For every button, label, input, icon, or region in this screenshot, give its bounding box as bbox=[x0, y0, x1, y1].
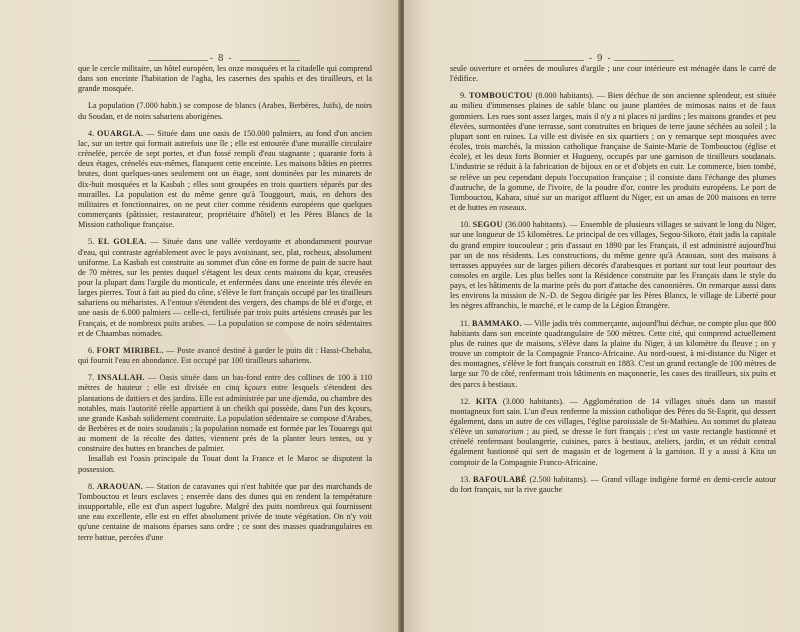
entry-text: — Ensemble de plusieurs villages se suivant le long du Niger, sur une longueur de 15 kilomètres. Le principal de ces villages, Segou-Sikoro, était jadis la capitale du grand empire toucouleur ; pris d'assaut en 1890 par les Français, il est administré aujourd'hui par un de nos résidents. Les constructions, du même genre qu'à Araouan, sont des maisons à terrasses appuyées sur de larges piliers décorés d'arabesques et portant sur tout leur pourtour des consoles en argile. Les plus belles sont la Résidence construite par les Français dans le style du pays, et les bâtiments de la marine près du port d'attache des canonnières. On remarque aussi dans les environs la mission de N.-D. de Segou dirigée par les Pères Blancs, le village de Liberté pour les nègres affranchis, le marché, et le camp de la Légion Étrangère. bbox=[450, 220, 777, 311]
paragraph-opening: que le cercle militaire, un hôtel européen, les onze mosquées et la citadelle qui comprend dans son enceinte l'habitation de l'agha, les casernes des spahis et des tirailleurs, et la grande mosquée. bbox=[78, 64, 372, 94]
entry-insallah bbox=[78, 373, 372, 454]
entry-segou bbox=[450, 220, 776, 311]
entry-number: 8. bbox=[88, 481, 95, 491]
entry-araouan bbox=[78, 482, 372, 543]
folio-rule-right bbox=[240, 60, 300, 61]
entry-text: — Grand village indigène formé en demi-cercle autour du fort français, sur la rive gauche bbox=[450, 474, 777, 494]
entry-population: (2.500 habitants). bbox=[529, 474, 588, 484]
folio-rule-left bbox=[148, 60, 208, 61]
entry-number: 7. bbox=[88, 373, 95, 383]
entry-heading: INSALLAH. bbox=[97, 373, 145, 383]
entry-number: 4. bbox=[88, 128, 95, 138]
paragraph-insallah-note: Insallah est l'oasis principale du Touat dont la France et le Maroc se disputent la possession. bbox=[78, 454, 372, 474]
entry-number: 10. bbox=[460, 220, 471, 230]
entry-italic-term: kçours bbox=[244, 383, 267, 393]
entry-heading: BAFOULABÉ bbox=[473, 474, 527, 484]
entry-population: (36.000 habitants). bbox=[505, 220, 568, 230]
entry-population: (8.000 habitants). bbox=[535, 91, 594, 101]
entry-italic-term: sanatorium bbox=[486, 427, 524, 437]
entry-tombouctou bbox=[450, 91, 776, 213]
entry-kita bbox=[450, 397, 776, 468]
entry-heading: OUARGLA. bbox=[97, 128, 144, 138]
left-text-column bbox=[78, 64, 372, 543]
page-number: - 8 - bbox=[210, 54, 233, 64]
entry-text: — Poste avancé destiné à garder le puits dit : Hassi-Chebaba, qui fournit l'eau en abondance. Est occupé par 100 tirailleurs sahariens. bbox=[78, 345, 373, 366]
entry-number: 13. bbox=[460, 474, 471, 484]
entry-population: (3.000 habitants). bbox=[502, 396, 564, 406]
folio-rule-right bbox=[614, 60, 674, 61]
entry-heading: FORT MIRIBEL. bbox=[96, 345, 164, 355]
entry-heading: SEGOU bbox=[472, 220, 503, 230]
entry-text: — Ville jadis très commerçante, aujourd'hui déchue, ne compte plus que 800 habitants dans son enceinte quadrangulaire de 500 mètres. Cette cité, qui comprend actuellement plus de ruines que de maisons, s'élève dans la plaine du Niger, à un kilomètre du fleuve ; on y trouve un comptoir de la Compagnie Franco-Africaine. Au nord-ouest, à mi-distance du Niger et des montagnes, s'élève le fort français construit en 1883. C'est un grand rectangle de 100 mètres de large sur 70 de côté, renfermant trois bâtiments en maçonnerie, les cases des tirailleurs, six puits et des parcs à bestiaux. bbox=[450, 318, 776, 389]
entry-heading: ARAOUAN. bbox=[96, 481, 144, 491]
entry-text: — Située dans une vallée verdoyante et abondamment pourvue d'eau, qui contraste agréablement avec le pays avoisinant, sec, plat, rocheux, absolument uniforme. La Kasbah est construite au sommet d'un cône en forme de pain de sucre haut de 70 mètres, sur les pentes duquel s'étagent les deux cents maisons du kçar, creusées pour la plupart dans l'argile du monticule, et enfermées dans une enceinte très élevée en larges pierres. Tout à fait au pied du cône, s'élève le fort français occupé par les tirailleurs sahariens ou méharistes. A l'entour s'étendent des vergers, des champs de blé et d'orge, et une oasis de 6.000 palmiers — celle-ci, fertilisée par trois puits artésiens creusés par les Français, et de nombreux puits arabes. — La population se compose de noirs sédentaires et de Chaambas nomades. bbox=[78, 237, 372, 338]
entry-number: 11. bbox=[460, 318, 470, 328]
entry-bafoulabe bbox=[450, 475, 776, 495]
entry-text: — Station de caravanes qui n'est habitée que par des marchands de Tombouctou et leurs esclaves ; enserrée dans des dunes qui en rendent la température insupportable, elle est d'un aspect lugubre. Malgré des puits nombreux qui fournissent une eau excellente, elle est en effet absolument privée de toute végétation. On n'y voit qu'une centaine de maisons éparses sans ordre ; ce sont des masses quadrangulaires en terre battue, percées d'une bbox=[78, 481, 373, 542]
entry-ouargla bbox=[78, 129, 372, 231]
paragraph-opening: seule ouverture et ornées de moulures d'argile ; une cour intérieure est ménagée dans le carré de l'édifice. bbox=[450, 64, 776, 84]
folio-rule-left bbox=[524, 60, 584, 61]
entry-text: — Située dans une oasis de 150.000 palmiers, au fond d'un ancien lac, sur un tertre qui formait autrefois une île ; elle est entourée d'une muraille circulaire crénelée, percée de sept portes, et d'un fossé rempli d'eau stagnante ; quarante forts à deux étages, crénelés eux-mêmes, flanquent cette enceinte. Les maisons bâties en pierres brutes, dont quelques-unes seulement ont un étage, sont dominées par les minarets de dix-huit mosquées et la Kasbah ; elles sont groupées en trois quartiers séparés par des murailles. La population est du même genre qu'à Touggourt, mais, en dehors des militaires et fonctionnaires, on ne peut citer comme résidents européens que quelques commerçants (pâtissier, restaurateur, propriétaire d'hôtel) et les Pères Blancs de la Mission catholique française. bbox=[78, 128, 373, 230]
right-text-column bbox=[450, 64, 776, 495]
right-page bbox=[404, 0, 800, 632]
entry-text: ; au pied, se dresse le fort français ; c'est un vaste rectangle bastionné et crénelé renfermant boulangerie, cuisines, parcs à bestiaux, ateliers, jardin, et un réduit central également bastionné qui sert de magasin et de logement à la garnison. Il y a aussi à Kita un comptoir de la Compagnie Franco-Africaine. bbox=[450, 427, 777, 467]
entry-fort-miribel bbox=[78, 346, 372, 366]
entry-number: 12. bbox=[460, 396, 471, 406]
entry-heading: TOMBOUCTOU bbox=[468, 91, 533, 101]
entry-number: 9. bbox=[460, 91, 467, 101]
entry-heading: KITA bbox=[475, 396, 498, 406]
page-number: - 9 - bbox=[589, 54, 612, 64]
paragraph-population: La population (7.000 habit.) se compose de blancs (Arabes, Berbères, Juifs), de noirs du Soudan, et de noirs sahariens aborigènes. bbox=[78, 101, 372, 121]
entry-text: , ou chambre des notables, mais l'autorité réelle appartient à un cheikh qui possède, dans l'un des kçours, une grande Kasbah solidement construite. La population sédentaire se compose d'Arabes, de Berbères et de noirs soudanais ; la population nomade est formée par les Touaregs qui au moment de la récolte des dattes, viennent près de la planter leurs tentes, ou y construire des huttes en branches de palmier. bbox=[78, 393, 372, 454]
entry-bammako bbox=[450, 319, 776, 390]
entry-heading: BAMMAKO. bbox=[472, 318, 522, 328]
entry-text: entre lesquels s'étendent des plantations de dattiers et des jardins. Elle est administrée par une bbox=[78, 383, 372, 403]
entry-number: 6. bbox=[88, 345, 95, 355]
entry-number: 5. bbox=[88, 237, 95, 247]
entry-heading: EL GOLEA. bbox=[98, 237, 147, 247]
entry-text: — Bien déchue de son ancienne splendeur, est située au milieu d'immenses plaines de sable blanc ou jaune plantées de mimosas nains et de faux gommiers. Les rues sont assez larges, mais il n'y a ni places ni jardins ; les maisons grandes et peu élevées, surmontées d'une terrasse, sont construites en briques de terre jaune séchées au soleil ; la plupart sont en ruines. La ville est divisée en six quartiers ; on y remarque sept mosquées avec écoles, trois marchés, la mission catholique française de Sainte-Marie de Tombouctou (église et école), et les deux forts Bonnier et Hugueny, occupés par une garnison de tirailleurs soudanais. L'industrie se réduit à la fabrication de bijoux en or et d'objets en cuir. Le commerce, bien tombé, se relève un peu cependant depuis l'occupation française ; il consiste dans l'échange des plumes d'autruche, de la gomme, de l'ivoire, de la poudre d'or, contre les produits européens. Le port de Tombouctou, Kabara, situé sur un marigot affluent du Niger, est un amas de 200 maisons en terre et de huttes en roseaux. bbox=[450, 91, 776, 213]
entry-text: — Oasis située dans un bas-fond entre des collines de 100 à 110 mètres de hauteur ; elle est divisée en cinq bbox=[78, 373, 373, 393]
entry-text: — Agglomération de 14 villages situés dans un massif montagneux fort sain. L'un d'eux renferme la mission catholique des Pères du St-Esprit, qui dessert également, dans un autre de ces villages, l'église paroissiale de St-Mathieu. Au sommet du plateau s'élève un bbox=[450, 396, 777, 437]
entry-italic-term: djemâa bbox=[292, 393, 317, 403]
entry-el-golea bbox=[78, 237, 372, 339]
